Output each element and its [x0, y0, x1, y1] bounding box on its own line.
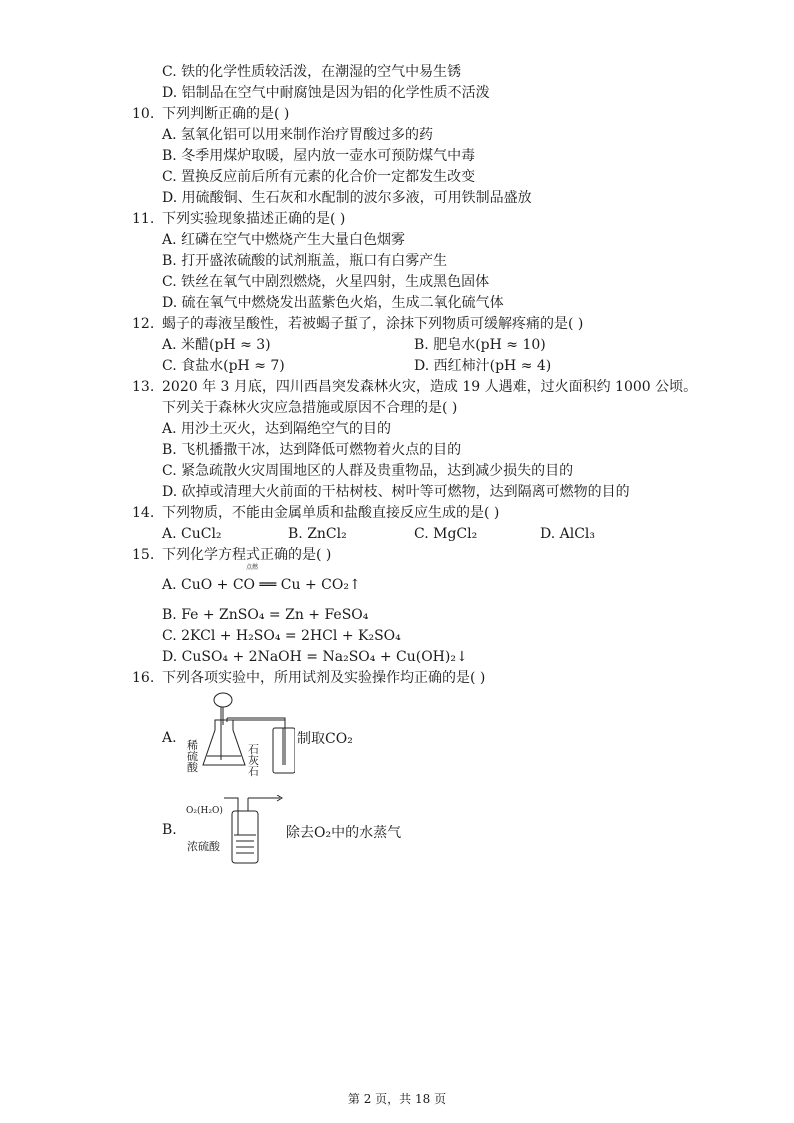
text-line: D. CuSO₄ + 2NaOH = Na₂SO₄ + Cu(OH)₂↓	[162, 649, 468, 665]
figure-b-caption: 除去O₂中的水蒸气	[286, 825, 402, 841]
co2-apparatus-figure	[185, 690, 295, 780]
text-line: 16.	[132, 670, 155, 686]
option-a-label: A.	[162, 730, 177, 746]
drying-bottle-figure	[222, 795, 292, 865]
text-line: A. 红磷在空气中燃烧产生大量白色烟雾	[162, 232, 406, 248]
text-line: 14.	[132, 505, 155, 521]
text-line: 15.	[132, 547, 155, 563]
text-line: 下列关于森林火灾应急措施或原因不合理的是( )	[162, 400, 458, 416]
text-line: C. 置换反应前后所有元素的化合价一定都发生改变	[162, 169, 476, 185]
text-line: C. 铁丝在氧气中剧烈燃烧，火星四射，生成黑色固体	[162, 274, 490, 290]
text-line: B. Fe + ZnSO₄ = Zn + FeSO₄	[162, 607, 369, 623]
text-line: D. 硫在氧气中燃烧发出蓝紫色火焰，生成二氧化硫气体	[162, 295, 504, 311]
text-line: 蝎子的毒液呈酸性，若被蝎子蜇了，涂抹下列物质可缓解疼痛的是( )	[162, 316, 584, 332]
reagent-label: 浓硫酸	[187, 840, 220, 853]
condition-label: 点燃	[246, 564, 259, 571]
acid-label: 稀 硫 酸	[187, 739, 198, 774]
text-line: C. 食盐水(pH ≈ 7)	[162, 358, 285, 374]
text-line: 下列判断正确的是( )	[162, 106, 290, 122]
gas-label: O₂(H₂O)	[186, 806, 223, 816]
text-line: B. ZnCl₂	[288, 526, 347, 542]
text-line: A. CuO + CO ══ Cu + CO₂↑	[162, 577, 361, 593]
text-line: 下列实验现象描述正确的是( )	[162, 211, 346, 227]
text-line: A. 氢氧化铝可以用来制作治疗胃酸过多的药	[162, 127, 434, 143]
text-line: D. AlCl₃	[540, 526, 596, 542]
text-line: A. CuCl₂	[162, 526, 222, 542]
text-line: B. 飞机播撒干冰，达到降低可燃物着火点的目的	[162, 442, 462, 458]
text-line: C. 紧急疏散火灾周围地区的人群及贵重物品，达到减少损失的目的	[162, 463, 574, 479]
text-line: D. 砍掉或清理大火前面的干枯树枝、树叶等可燃物，达到隔离可燃物的目的	[162, 484, 630, 500]
text-line: C. 铁的化学性质较活泼，在潮湿的空气中易生锈	[162, 64, 462, 80]
text-line: D. 用硫酸铜、生石灰和水配制的波尔多液，可用铁制品盛放	[162, 190, 532, 206]
text-line: D. 铝制品在空气中耐腐蚀是因为铝的化学性质不活泼	[162, 85, 490, 101]
page-footer: 第 2 页，共 18 页	[347, 1092, 447, 1106]
text-line: 12.	[132, 316, 155, 332]
text-line: 10.	[132, 106, 155, 122]
text-line: 下列物质，不能由金属单质和盐酸直接反应生成的是( )	[162, 505, 500, 521]
text-line: B. 冬季用煤炉取暖，屋内放一壶水可预防煤气中毒	[162, 148, 476, 164]
text-line: 下列化学方程式正确的是( )	[162, 547, 332, 563]
text-line: A. 用沙土灭火，达到隔绝空气的目的	[162, 421, 392, 437]
text-line: B. 肥皂水(pH ≈ 10)	[414, 337, 546, 353]
text-line: 2020 年 3 月底，四川西昌突发森林火灾，造成 19 人遇难，过火面积约 1000 公顷。	[162, 379, 698, 395]
text-line: 13.	[132, 379, 155, 395]
option-b-label: B.	[162, 822, 177, 838]
text-line: D. 西红柿汁(pH ≈ 4)	[414, 358, 552, 374]
text-line: A. 米醋(pH ≈ 3)	[162, 337, 271, 353]
figure-a-caption: 制取CO₂	[297, 731, 353, 747]
text-line: 11.	[132, 211, 155, 227]
stone-label: 石 灰 石	[248, 743, 259, 778]
text-line: C. 2KCl + H₂SO₄ = 2HCl + K₂SO₄	[162, 628, 401, 644]
text-line: B. 打开盛浓硫酸的试剂瓶盖，瓶口有白雾产生	[162, 253, 448, 269]
text-line: C. MgCl₂	[414, 526, 478, 542]
text-line: 下列各项实验中，所用试剂及实验操作均正确的是( )	[162, 670, 486, 686]
